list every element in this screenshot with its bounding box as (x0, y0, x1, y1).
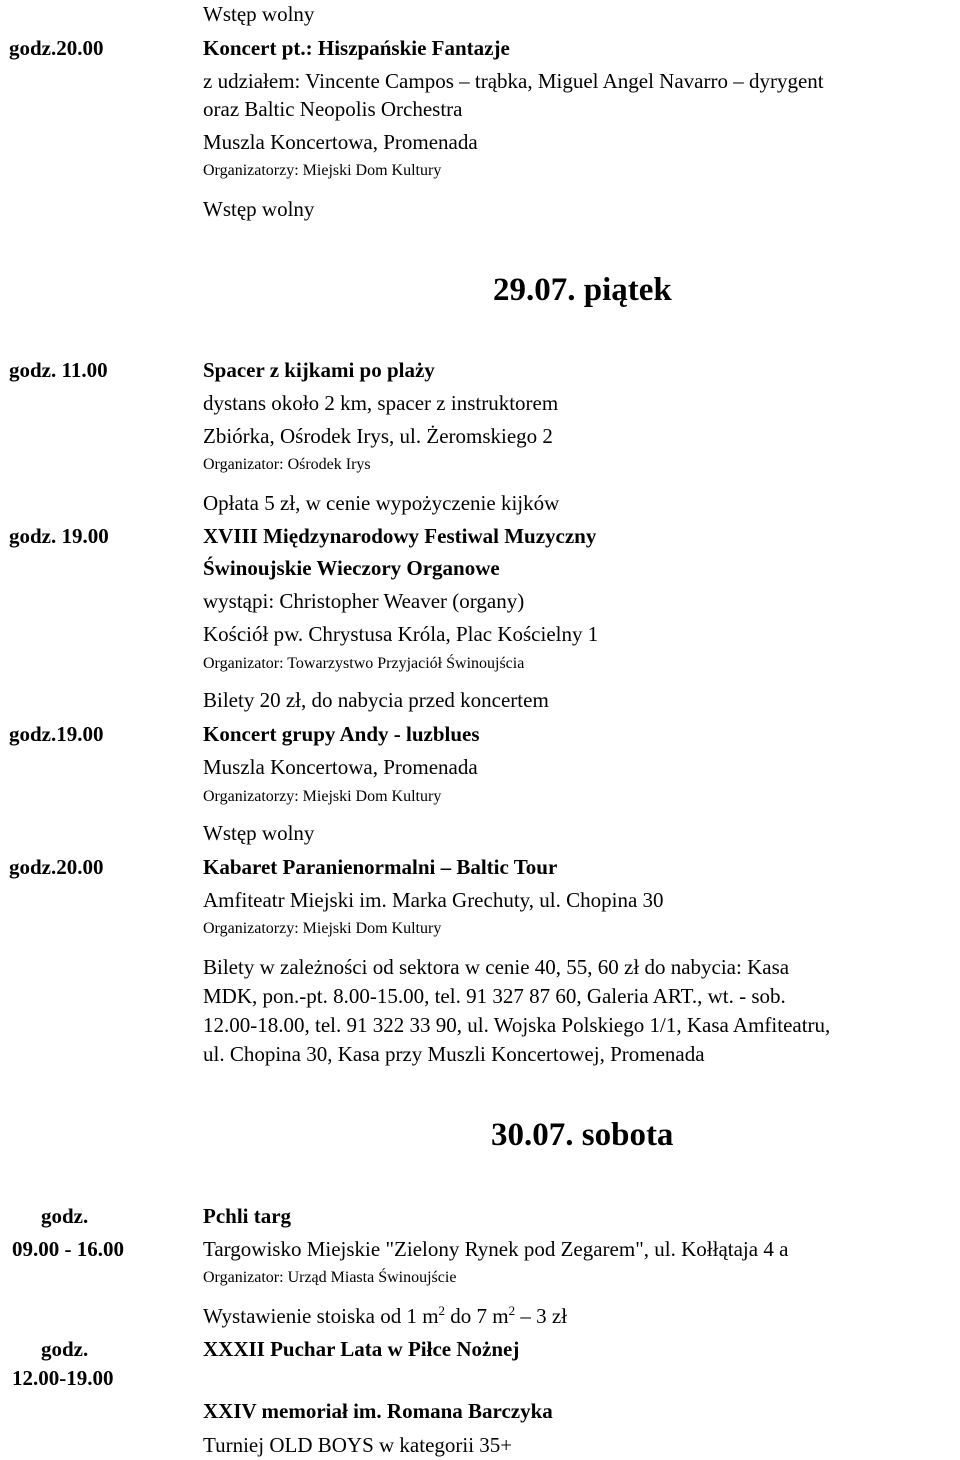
event-location: Muszla Koncertowa, Promenada (203, 755, 478, 779)
event-time: godz. 11.00 (9, 358, 108, 382)
entry-info: Wstęp wolny (203, 197, 315, 221)
ticket-info: MDK, pon.-pt. 8.00-15.00, tel. 91 327 87 60, Galeria ART., wt. - sob. (203, 984, 786, 1008)
event-detail: dystans około 2 km, spacer z instruktorem (203, 391, 559, 415)
event-time: godz.19.00 (9, 722, 104, 746)
event-title: Kabaret Paranienormalni – Baltic Tour (203, 855, 558, 879)
fee-superscript: 2 (508, 1303, 516, 1318)
event-location: Kościół pw. Chrystusa Króla, Plac Kościelny 1 (203, 622, 599, 646)
event-detail: wystąpi: Christopher Weaver (organy) (203, 589, 525, 613)
fee-text: Wystawienie stoiska od 1 m (203, 1304, 439, 1328)
event-fee (203, 1303, 568, 1328)
event-time: godz. (41, 1204, 89, 1228)
event-title: XVIII Międzynarodowy Festiwal Muzyczny (203, 524, 597, 548)
event-title: XXIV memoriał im. Romana Barczyka (203, 1399, 553, 1423)
event-fee: Opłata 5 zł, w cenie wypożyczenie kijków (203, 491, 560, 515)
event-title: Koncert grupy Andy - luzblues (203, 722, 480, 746)
event-title: Koncert pt.: Hiszpańskie Fantazje (203, 36, 510, 60)
event-location: Amfiteatr Miejski im. Marka Grechuty, ul. Chopina 30 (203, 888, 664, 912)
event-detail: Turniej OLD BOYS w kategorii 35+ (203, 1433, 513, 1457)
fee-superscript: 2 (438, 1303, 446, 1318)
event-detail: oraz Baltic Neopolis Orchestra (203, 97, 463, 121)
event-title: Pchli targ (203, 1204, 292, 1228)
event-location: Targowisko Miejskie "Zielony Rynek pod Zegarem", ul. Kołłątaja 4 a (203, 1237, 789, 1261)
event-title: XXXII Puchar Lata w Piłce Nożnej (203, 1337, 520, 1361)
event-fee: Bilety 20 zł, do nabycia przed koncertem (203, 688, 549, 712)
event-organizer: Organizatorzy: Miejski Dom Kultury (203, 162, 442, 179)
day-heading: 29.07. piątek (493, 272, 672, 308)
event-time: 09.00 - 16.00 (12, 1237, 124, 1261)
ticket-info: 12.00-18.00, tel. 91 322 33 90, ul. Wojska Polskiego 1/1, Kasa Amfiteatru, (203, 1013, 831, 1037)
event-title: Spacer z kijkami po plaży (203, 358, 435, 382)
event-organizer: Organizator: Towarzystwo Przyjaciół Świnoujścia (203, 655, 525, 672)
event-organizer: Organizatorzy: Miejski Dom Kultury (203, 920, 442, 937)
event-location: Muszla Koncertowa, Promenada (203, 130, 478, 154)
event-time: godz. (41, 1337, 89, 1361)
entry-info: Wstęp wolny (203, 2, 315, 26)
event-detail: z udziałem: Vincente Campos – trąbka, Miguel Angel Navarro – dyrygent (203, 69, 824, 93)
event-organizer: Organizatorzy: Miejski Dom Kultury (203, 788, 442, 805)
event-organizer: Organizator: Urząd Miasta Świnoujście (203, 1269, 457, 1286)
ticket-info: Bilety w zależności od sektora w cenie 40, 55, 60 zł do nabycia: Kasa (203, 955, 790, 979)
ticket-info: ul. Chopina 30, Kasa przy Muszli Koncertowej, Promenada (203, 1042, 705, 1066)
event-location: Zbiórka, Ośrodek Irys, ul. Żeromskiego 2 (203, 424, 553, 448)
event-organizer: Organizator: Ośrodek Irys (203, 456, 371, 473)
day-heading: 30.07. sobota (491, 1117, 674, 1153)
fee-text: – 3 zł (515, 1304, 568, 1328)
fee-text: do 7 m (445, 1304, 509, 1328)
event-time: godz.20.00 (9, 36, 104, 60)
entry-info: Wstęp wolny (203, 821, 315, 845)
event-time: godz.20.00 (9, 855, 104, 879)
event-time: godz. 19.00 (9, 524, 109, 548)
event-subtitle: Świnoujskie Wieczory Organowe (203, 556, 500, 580)
event-time: 12.00-19.00 (12, 1366, 114, 1390)
